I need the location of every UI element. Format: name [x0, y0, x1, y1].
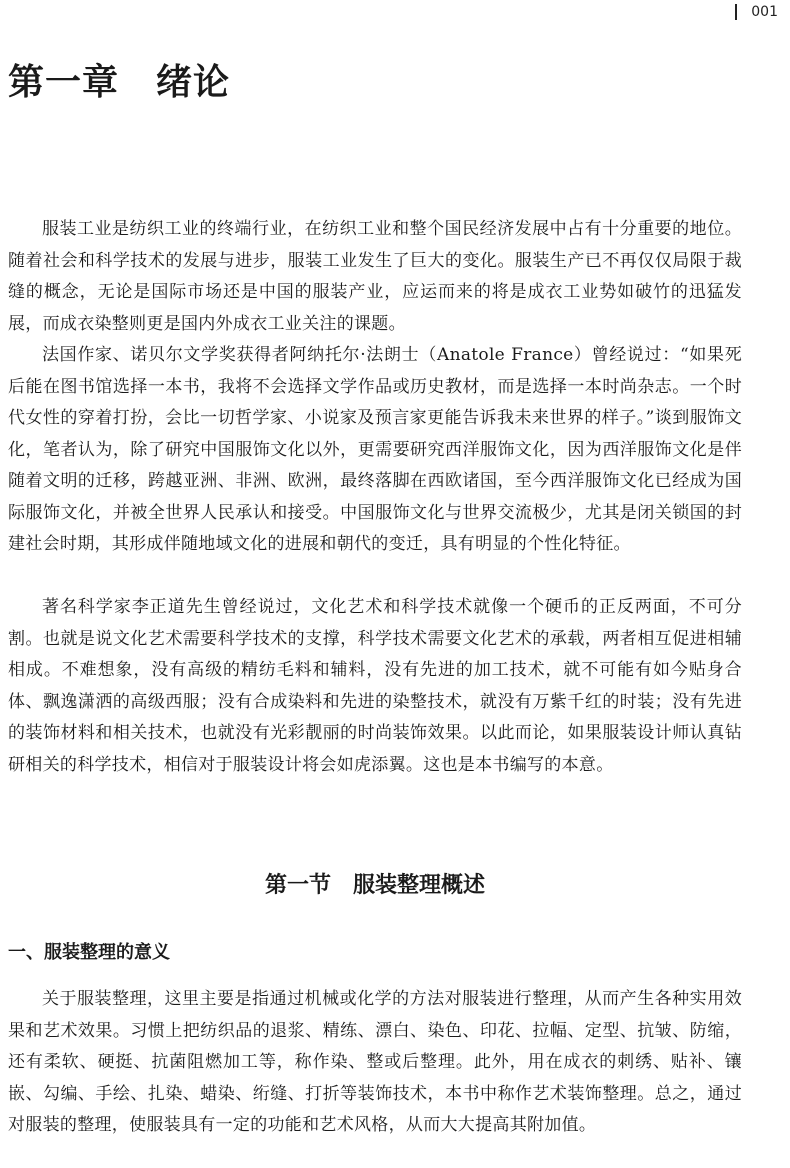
page-number: 001	[751, 4, 778, 20]
section-paragraph: 关于服装整理，这里主要是指通过机械或化学的方法对服装进行整理，从而产生各种实用效果和艺术效果。习惯上把纺织品的退浆、精练、漂白、染色、印花、拉幅、定型、抗皱、防缩，还有柔软、硬挺、抗菌阻燃加工等，称作染、整或后整理。此外，用在成衣的刺绣、贴补、镶嵌、勾编、手绘、扎染、蜡染、绗缝、打折等装饰技术，本书中称作艺术装饰整理。总之，通过对服装的整理，使服装具有一定的功能和艺术风格，从而大大提高其附加值。	[8, 989, 742, 1135]
intro-paragraph-3: 著名科学家李正道先生曾经说过，文化艺术和科学技术就像一个硬币的正反两面，不可分割。也就是说文化艺术需要科学技术的支撑，科学技术需要文化艺术的承载，两者相互促进相辅相成。不难想象，没有高级的精纺毛料和辅料，没有先进的加工技术，就不可能有如今贴身合体、飘逸潇洒的高级西服；没有合成染料和先进的染整技术，就没有万紫千红的时装；没有先进的装饰材料和相关技术，也就没有光彩靓丽的时尚装饰效果。以此而论，如果服装设计师认真钻研相关的科学技术，相信对于服装设计将会如虎添翼。这也是本书编写的本意。	[8, 597, 742, 775]
chapter-title: 第一章 绪论	[8, 62, 231, 103]
section-title: 第一节 服装整理概述	[264, 873, 485, 898]
subsection-title: 一、服装整理的意义	[8, 942, 170, 963]
intro-paragraph-2: 法国作家、诺贝尔文学奖获得者阿纳托尔·法朗士（Anatole France）曾经说过：“如果死后能在图书馆选择一本书，我将不会选择文学作品或历史教材，而是选择一本时尚杂志。一个时代女性的穿着打扮，会比一切哲学家、小说家及预言家更能告诉我未来世界的样子。”谈到服饰文化，笔者认为，除了研究中国服饰文化以外，更需要研究西洋服饰文化，因为西洋服饰文化是伴随着文明的迁移，跨越亚洲、非洲、欧洲，最终落脚在西欧诸国，至今西洋服饰文化已经成为国际服饰文化，并被全世界人民承认和接受。中国服饰文化与世界交流极少，尤其是闭关锁国的封建社会时期，其形成伴随地域文化的进展和朝代的变迁，具有明显的个性化特征。	[8, 345, 742, 554]
page-header	[735, 4, 778, 20]
intro-paragraph-1: 服装工业是纺织工业的终端行业，在纺织工业和整个国民经济发展中占有十分重要的地位。随着社会和科学技术的发展与进步，服装工业发生了巨大的变化。服装生产已不再仅仅局限于裁缝的概念，无论是国际市场还是中国的服装产业，应运而来的将是成衣工业势如破竹的迅猛发展，而成衣染整则更是国内外成衣工业关注的课题。	[8, 219, 742, 334]
header-divider	[735, 4, 737, 20]
